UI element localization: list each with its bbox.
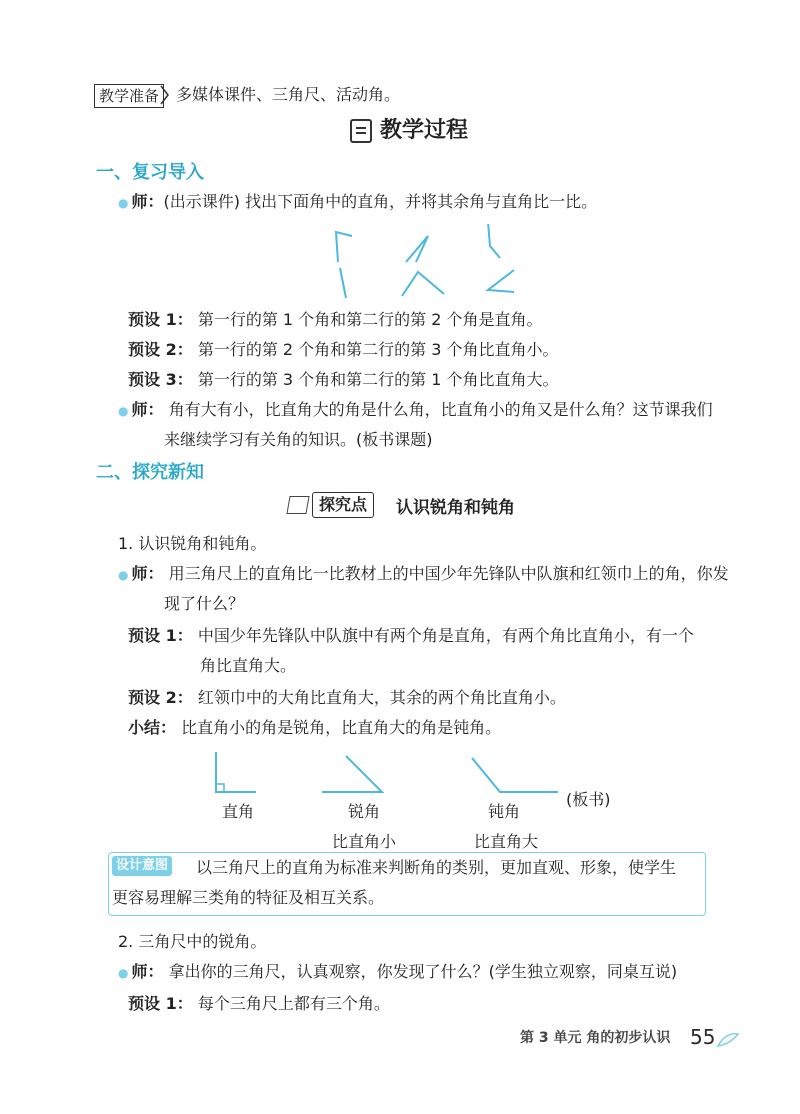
- section1-teacher1: ● 师：(出示课件) 找出下面角中的直角，并将其余角与直角比一比。: [118, 192, 598, 211]
- angle-name-obtuse: 钝角: [488, 802, 521, 821]
- angle-desc-obtuse: 比直角大: [474, 832, 539, 851]
- right-angle: [216, 752, 256, 792]
- angle-6: [488, 270, 514, 292]
- summary: 小结： 比直角小的角是锐角，比直角大的角是钝角。: [128, 718, 502, 737]
- design-intent-line1: 以三角尺上的直角为标准来判断角的类别，更加直观、形象，使学生: [196, 858, 677, 877]
- section1-teacher2: ● 师： 角有大有小，比直角大的角是什么角，比直角小的角又是什么角？这节课我们: [118, 400, 713, 419]
- cube-icon: [286, 496, 309, 514]
- prep-arrow-icon: [160, 84, 170, 106]
- explore-tag: 探究点: [312, 492, 374, 518]
- angle-desc-acute: 比直角小: [332, 832, 397, 851]
- footer-unit: 第 3 单元 角的初步认识: [520, 1030, 671, 1046]
- review-angles-figure: [320, 224, 520, 300]
- explore-header: [288, 492, 515, 518]
- bullet-dot-icon: ●: [118, 568, 129, 582]
- sub2-title: 2. 三角尺中的锐角。: [118, 932, 267, 951]
- preset-3: 预设 3： 第一行的第 3 个角和第二行的第 1 个角比直角大。: [128, 370, 559, 389]
- s2-preset-2: 预设 2： 红领巾中的大角比直角大，其余的两个角比直角小。: [128, 688, 566, 707]
- prep-text: 多媒体课件、三角尺、活动角。: [176, 85, 401, 104]
- angle-1: [336, 232, 352, 262]
- right-angle-mark: [216, 784, 224, 792]
- leaf-decoration-icon: [716, 1030, 740, 1050]
- angle-name-acute: 锐角: [348, 802, 381, 821]
- angle-4: [340, 268, 346, 298]
- section2-title: 二、探究新知: [96, 462, 204, 483]
- s2-preset-1: 预设 1： 中国少年先锋队中队旗中有两个角是直角，有两个角比直角小，有一个: [128, 626, 694, 645]
- page-number: 55: [690, 1025, 716, 1049]
- angle-2: [406, 236, 428, 262]
- board-note: (板书): [566, 790, 611, 809]
- section2-teacher1: ● 师： 用三角尺上的直角比一比教材上的中国少年先锋队中队旗和红领巾上的角，你发: [118, 564, 729, 583]
- sub1-title: 1. 认识锐角和钝角。: [118, 534, 267, 553]
- process-title: [350, 116, 468, 146]
- section1-teacher2-cont: 来继续学习有关角的知识。(板书课题): [164, 430, 433, 449]
- angle-5: [402, 272, 444, 296]
- section2-teacher1-cont: 现了什么？: [164, 594, 245, 613]
- bullet-dot-icon: ●: [118, 196, 129, 210]
- process-title-text: 教学过程: [380, 118, 469, 143]
- document-icon: [350, 119, 372, 143]
- angle-3: [488, 224, 500, 258]
- section2-teacher2: ● 师： 拿出你的三角尺，认真观察，你发现了什么？(学生独立观察，同桌互说): [118, 962, 678, 981]
- design-intent-line2: 更容易理解三类角的特征及相互关系。: [112, 888, 385, 907]
- section1-title: 一、复习导入: [96, 162, 204, 183]
- explore-title: 认识锐角和钝角: [396, 497, 516, 518]
- obtuse-angle: [472, 758, 558, 792]
- prep-tag: 教学准备: [94, 84, 164, 108]
- bullet-dot-icon: ●: [118, 966, 129, 980]
- preset-2: 预设 2： 第一行的第 2 个角和第二行的第 3 个角比直角小。: [128, 340, 559, 359]
- angle-board-figure: [200, 748, 580, 798]
- design-intent-tag: 设计意图: [112, 856, 172, 876]
- preset-1: 预设 1： 第一行的第 1 个角和第二行的第 2 个角是直角。: [128, 310, 543, 329]
- acute-angle: [322, 756, 382, 792]
- bullet-dot-icon: ●: [118, 404, 129, 418]
- angle-name-right: 直角: [222, 802, 255, 821]
- s2-preset-3: 预设 1： 每个三角尺上都有三个角。: [128, 994, 390, 1013]
- s2-preset-1-cont: 角比直角大。: [200, 656, 297, 675]
